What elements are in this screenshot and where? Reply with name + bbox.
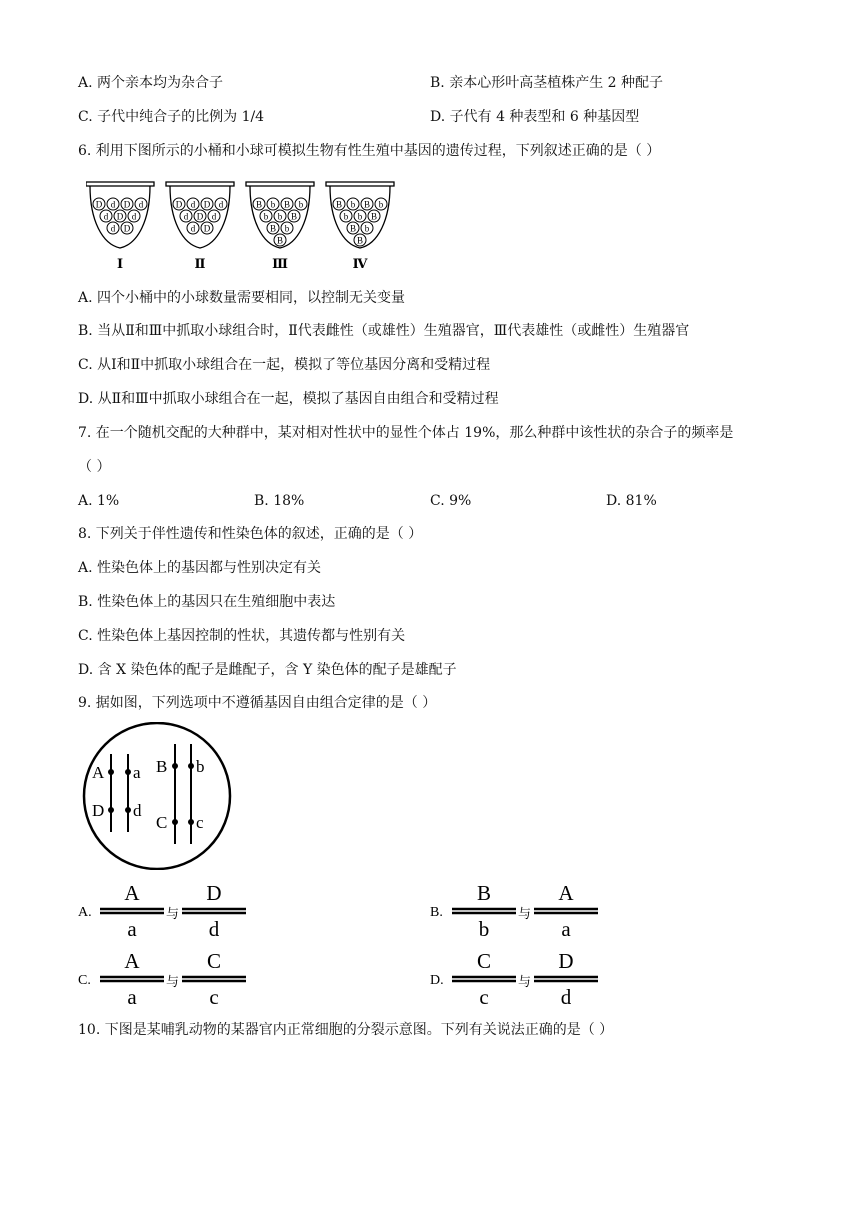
label-d: d: [133, 801, 142, 820]
ball-label: d: [218, 199, 224, 210]
allele-left-top: A: [124, 881, 140, 905]
ball-label: d: [103, 211, 109, 222]
q5-option-d: D. 子代有 4 种表型和 6 种基因型: [430, 109, 640, 125]
option-letter: C.: [78, 973, 91, 988]
ball-label: B: [370, 211, 378, 222]
ball-label: b: [277, 211, 283, 222]
label-C: C: [156, 813, 168, 832]
q9-option-c: [78, 948, 268, 1014]
allele-left-top: C: [476, 949, 492, 973]
q10-stem: 10. 下图是某哺乳动物的某器官内正常细胞的分裂示意图。下列有关说法正确的是（ ）: [78, 1022, 614, 1038]
with-label: 与: [518, 906, 532, 921]
allele-right-bottom: d: [208, 917, 220, 941]
ball-label: b: [270, 199, 276, 210]
buckets-figure: [86, 180, 416, 272]
allele-left-top: A: [124, 949, 140, 973]
q9-option-d: [430, 948, 620, 1014]
allele-right-top: A: [558, 881, 574, 905]
q8-option-c: C. 性染色体上基因控制的性状，其遗传都与性别有关: [78, 628, 406, 644]
allele-left-top: B: [476, 881, 492, 905]
bucket-rim: [166, 182, 234, 186]
ball-label: d: [211, 211, 217, 222]
ball-label: B: [349, 223, 357, 234]
with-label: 与: [166, 974, 180, 989]
q8-option-a: A. 性染色体上的基因都与性别决定有关: [78, 560, 322, 576]
option-letter: A.: [78, 905, 92, 920]
ball-label: b: [343, 211, 349, 222]
q8-option-b: B. 性染色体上的基因只在生殖细胞中表达: [78, 594, 336, 610]
label-c: c: [196, 813, 204, 832]
locus-d: [125, 807, 131, 813]
q5-option-b: B. 亲本心形叶高茎植株产生 2 种配子: [430, 75, 663, 91]
locus-a: [125, 769, 131, 775]
q7-stem: 7. 在一个随机交配的大种群中，某对相对性状中的显性个体占 19%，那么种群中该性状的杂合子的频率是: [78, 425, 734, 441]
bucket-rim: [326, 182, 394, 186]
allele-left-bottom: c: [479, 985, 489, 1009]
ball-label: B: [283, 199, 291, 210]
bucket-rim: [246, 182, 314, 186]
bucket-label: Ⅳ: [352, 256, 368, 271]
ball-label: d: [190, 199, 196, 210]
locus-C: [172, 819, 178, 825]
ball-label: B: [255, 199, 263, 210]
allele-right-top: C: [206, 949, 222, 973]
allele-right-bottom: d: [560, 985, 572, 1009]
q7-option-c: C. 9%: [430, 493, 472, 509]
ball-label: D: [175, 199, 183, 210]
bucket-label: Ⅲ: [272, 256, 288, 271]
q8-stem: 8. 下列关于伴性遗传和性染色体的叙述，正确的是（ ）: [78, 526, 423, 542]
label-D: D: [92, 801, 105, 820]
q6-option-d: D. 从Ⅱ和Ⅲ中抓取小球组合在一起，模拟了基因自由组合和受精过程: [78, 391, 499, 407]
locus-c: [188, 819, 194, 825]
ball-label: B: [335, 199, 343, 210]
q7-option-d: D. 81%: [606, 493, 657, 509]
q6-option-b: B. 当从Ⅱ和Ⅲ中抓取小球组合时，Ⅱ代表雌性（或雄性）生殖器官，Ⅲ代表雄性（或雌性）生殖器官: [78, 323, 690, 339]
allele-right-bottom: c: [209, 985, 219, 1009]
locus-b: [188, 763, 194, 769]
q7-paren: （ ）: [78, 459, 111, 475]
ball-label: b: [378, 199, 384, 210]
label-b: b: [196, 757, 205, 776]
ball-label: d: [183, 211, 189, 222]
ball-label: d: [131, 211, 137, 222]
q9-option-a: [78, 880, 268, 946]
cell-outline: [84, 723, 230, 869]
allele-left-bottom: a: [127, 917, 137, 941]
allele-left-bottom: a: [127, 985, 137, 1009]
with-label: 与: [518, 974, 532, 989]
ball-label: d: [110, 223, 116, 234]
ball-label: D: [203, 199, 211, 210]
option-letter: D.: [430, 973, 444, 988]
q6-option-c: C. 从Ⅰ和Ⅱ中抓取小球组合在一起，模拟了等位基因分离和受精过程: [78, 357, 491, 373]
option-letter: B.: [430, 905, 443, 920]
ball-label: b: [350, 199, 356, 210]
q5-option-a: A. 两个亲本均为杂合子: [78, 75, 224, 91]
locus-A: [108, 769, 114, 775]
locus-B: [172, 763, 178, 769]
ball-label: d: [110, 199, 116, 210]
allele-right-bottom: a: [561, 917, 571, 941]
q9-stem: 9. 据如图，下列选项中不遵循基因自由组合定律的是（ ）: [78, 695, 437, 711]
ball-label: d: [190, 223, 196, 234]
label-A: A: [92, 763, 105, 782]
allele-right-top: D: [558, 949, 574, 973]
locus-D: [108, 807, 114, 813]
bucket-1: [86, 182, 154, 271]
q7-option-b: B. 18%: [254, 493, 305, 509]
bucket-4: [326, 182, 394, 271]
ball-label: D: [123, 223, 131, 234]
bucket-3: [246, 182, 314, 271]
label-B: B: [156, 757, 168, 776]
ball-label: b: [263, 211, 269, 222]
bucket-label: Ⅰ: [116, 256, 124, 271]
allele-right-top: D: [206, 881, 222, 905]
q6-stem: 6. 利用下图所示的小桶和小球可模拟生物有性生殖中基因的遗传过程，下列叙述正确的是（ ）: [78, 143, 661, 159]
ball-label: b: [357, 211, 363, 222]
ball-label: D: [196, 211, 204, 222]
ball-label: b: [364, 223, 370, 234]
ball-label: D: [116, 211, 124, 222]
q9-option-b: [430, 880, 620, 946]
q8-option-d: D. 含 X 染色体的配子是雌配子，含 Y 染色体的配子是雄配子: [78, 662, 457, 678]
cell-chromosome-figure: [80, 722, 234, 870]
ball-label: B: [276, 235, 284, 246]
ball-label: B: [363, 199, 371, 210]
ball-label: d: [138, 199, 144, 210]
bucket-rim: [86, 182, 154, 186]
ball-label: B: [356, 235, 364, 246]
q7-option-a: A. 1%: [78, 493, 120, 509]
ball-label: B: [290, 211, 298, 222]
ball-label: b: [298, 199, 304, 210]
ball-label: b: [284, 223, 290, 234]
allele-left-bottom: b: [478, 917, 490, 941]
label-a: a: [133, 763, 141, 782]
with-label: 与: [166, 906, 180, 921]
ball-label: D: [203, 223, 211, 234]
ball-label: D: [95, 199, 103, 210]
q6-option-a: A. 四个小桶中的小球数量需要相同，以控制无关变量: [78, 290, 406, 306]
ball-label: B: [269, 223, 277, 234]
ball-label: D: [123, 199, 131, 210]
bucket-label: Ⅱ: [194, 256, 206, 271]
q5-option-c: C. 子代中纯合子的比例为 1/4: [78, 109, 265, 125]
bucket-2: [166, 182, 234, 271]
